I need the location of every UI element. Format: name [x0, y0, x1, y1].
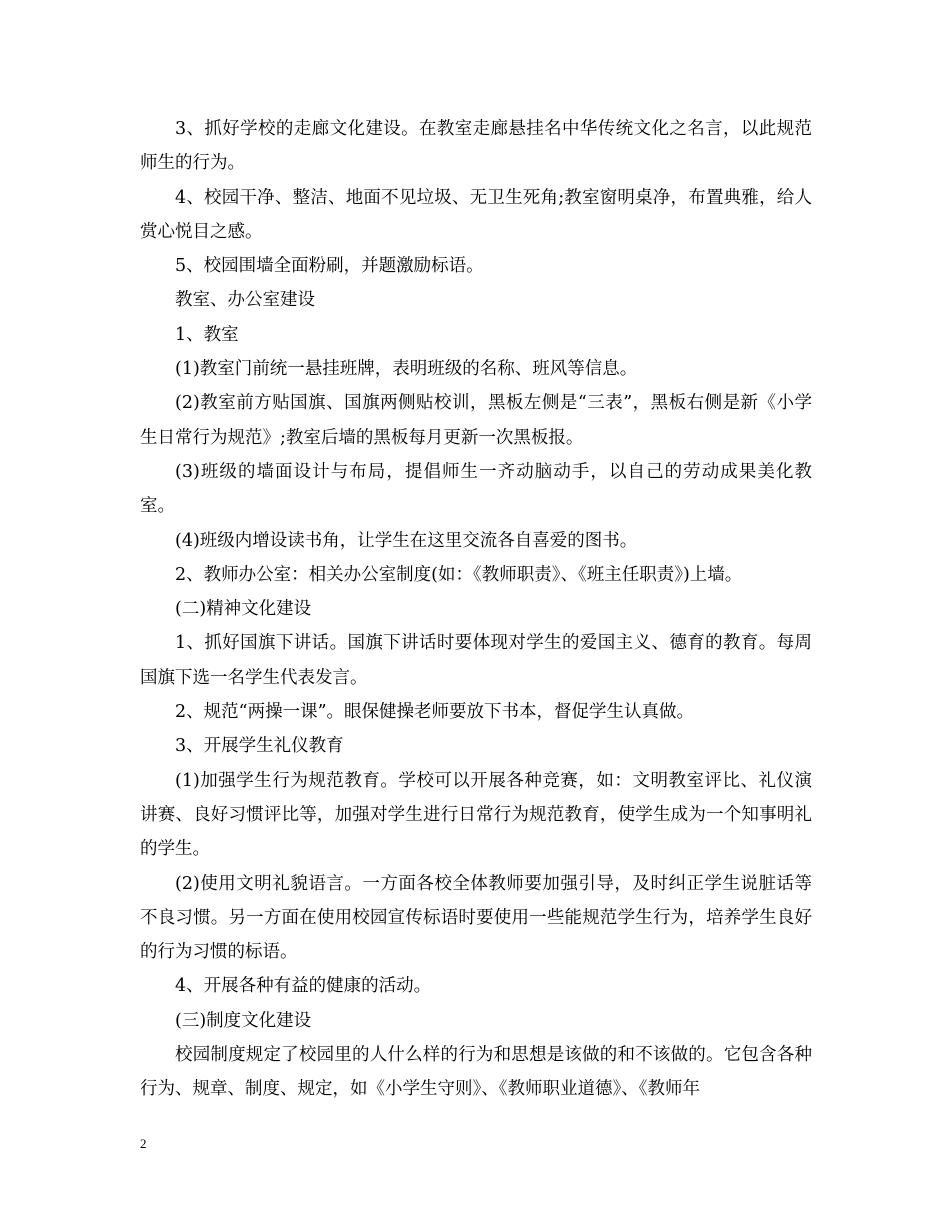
paragraph: (1)教室门前统一悬挂班牌，表明班级的名称、班风等信息。 [175, 359, 638, 380]
section-heading: (二)精神文化建设 [175, 599, 312, 620]
page-number: 2 [140, 1136, 147, 1151]
paragraph: (3)班级的墙面设计与布局，提倡师生一齐动脑动手，以自己的劳动成果美化教室。 [140, 461, 812, 517]
paragraph: (4)班级内增设读书角，让学生在这里交流各自喜爱的图书。 [175, 530, 638, 551]
document-body [140, 112, 812, 1107]
subsection-heading: 3、开展学生礼仪教育 [175, 736, 344, 757]
paragraph: (2)使用文明礼貌语言。一方面各校全体教师要加强引导，及时纠正学生说脏话等不良习惯。另一方面在使用校园宣传标语时要使用一些能规范学生行为，培养学生良好的行为习惯的标语。 [140, 873, 812, 963]
paragraph: 5、校园围墙全面粉刷，并题激励标语。 [175, 256, 484, 277]
subsection-heading: 1、教室 [175, 324, 239, 345]
paragraph: 校园制度规定了校园里的人什么样的行为和思想是该做的和不该做的。它包含各种行为、规章、制度、规定，如《小学生守则》、《教师职业道德》、《教师年 [140, 1045, 812, 1100]
paragraph: 2、教师办公室：相关办公室制度(如：《教师职责》、《班主任职责》)上墙。 [175, 564, 743, 585]
section-heading: (三)制度文化建设 [175, 1010, 312, 1031]
paragraph: 4、校园干净、整洁、地面不见垃圾、无卫生死角;教室窗明桌净，布置典雅，给人赏心悦目之感。 [140, 187, 812, 242]
paragraph: (1)加强学生行为规范教育。学校可以开展各种竞赛，如：文明教室评比、礼仪演讲赛、良好习惯评比等，加强对学生进行日常行为规范教育，使学生成为一个知事明礼的学生。 [140, 770, 812, 860]
paragraph: 3、抓好学校的走廊文化建设。在教室走廊悬挂名中华传统文化之名言，以此规范师生的行为。 [140, 119, 812, 174]
paragraph: 1、抓好国旗下讲话。国旗下讲话时要体现对学生的爱国主义、德育的教育。每周国旗下选一名学生代表发言。 [140, 633, 812, 688]
section-heading: 教室、办公室建设 [175, 290, 315, 311]
paragraph: 2、规范“两操一课”。眼保健操老师要放下书本，督促学生认真做。 [175, 702, 695, 723]
paragraph: 4、开展各种有益的健康的活动。 [175, 976, 432, 997]
paragraph: (2)教室前方贴国旗、国旗两侧贴校训，黑板左侧是“三表”，黑板右侧是新《小学生日常行为规范》;教室后墙的黑板每月更新一次黑板报。 [140, 393, 812, 448]
